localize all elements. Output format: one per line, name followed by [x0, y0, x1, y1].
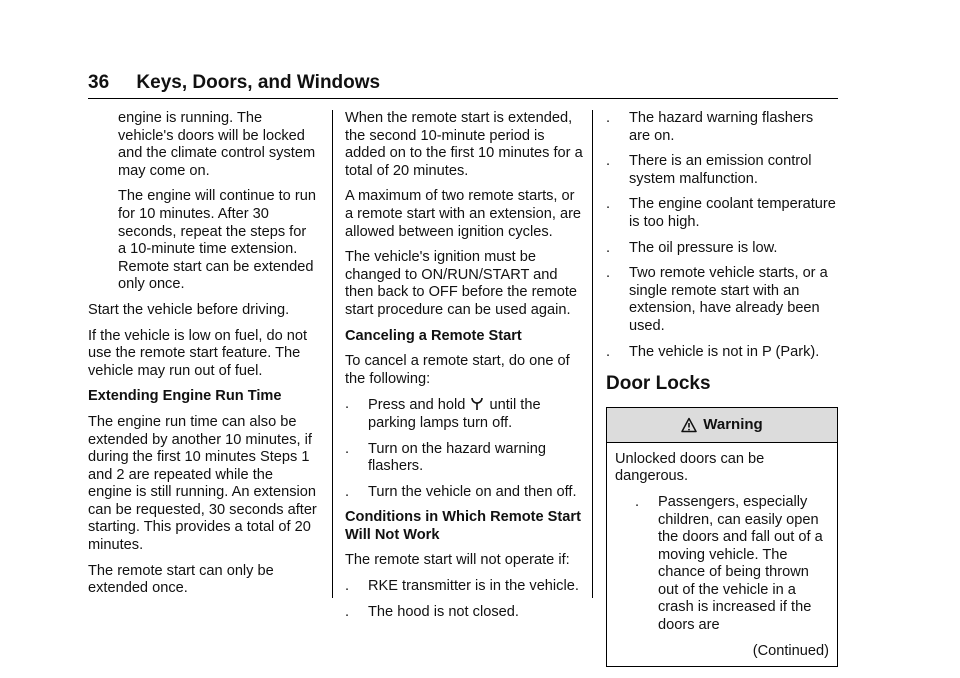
- column-3: [606, 110, 838, 667]
- subheading: Canceling a Remote Start: [345, 327, 522, 344]
- list-item: [345, 604, 583, 622]
- list-item-text: The vehicle is not in P (Park).: [629, 343, 820, 360]
- list-item: [345, 396, 583, 432]
- list-item: [345, 484, 583, 502]
- bullet: .: [635, 493, 640, 510]
- column-1: [88, 110, 318, 606]
- list-item-text: Turn on the hazard warning flashers.: [368, 440, 546, 475]
- paragraph: The remote start will not operate if:: [345, 552, 570, 569]
- paragraph: When the remote start is extended, the second 10-minute period is added on to the first 10 minutes for a total of 20 minutes.: [345, 110, 583, 179]
- warning-header: [607, 408, 837, 443]
- bullet: .: [345, 396, 350, 413]
- list-item: [606, 196, 838, 231]
- page-number: 36: [88, 72, 110, 93]
- paragraph: Start the vehicle before driving.: [88, 301, 290, 318]
- list-item-text: There is an emission control system malfunction.: [629, 153, 812, 187]
- section-title: Door Locks: [606, 373, 711, 395]
- bullet: .: [606, 343, 611, 360]
- paragraph: To cancel a remote start, do one of the following:: [345, 353, 570, 387]
- warning-title: Warning: [703, 415, 763, 433]
- continued-label: (Continued): [752, 642, 829, 659]
- list-item-text: until the parking lamps turn off.: [368, 397, 541, 431]
- list-item: [345, 578, 583, 596]
- list-item-text: RKE transmitter is in the vehicle.: [368, 578, 579, 595]
- list-item: [615, 494, 829, 635]
- list-item-text: Passengers, especially children, can easily open the doors and fall out of a moving vehicle. The chance of being thrown out of the vehicle in a crash is increased if the doors are: [658, 493, 823, 634]
- list-item: [606, 153, 838, 188]
- subheading: Conditions in Which Remote Start Will Not Work: [345, 509, 581, 543]
- column-divider: [592, 110, 593, 598]
- subheading: Extending Engine Run Time: [88, 388, 282, 405]
- remote-start-icon: [471, 396, 483, 410]
- list-item-text: The hood is not closed.: [368, 603, 519, 620]
- list-item-text: Press and hold: [368, 397, 466, 414]
- bullet: .: [606, 110, 611, 126]
- bullet: .: [606, 265, 611, 282]
- column-divider: [332, 110, 333, 598]
- bullet: .: [345, 483, 350, 500]
- list-item: [345, 441, 583, 476]
- paragraph: A maximum of two remote starts, or a remote start with an extension, are allowed between ignition cycles.: [345, 188, 582, 240]
- list-item: [606, 240, 838, 258]
- header-rule: [88, 98, 838, 99]
- list-item: [606, 265, 838, 335]
- page-header: [88, 72, 380, 94]
- warning-box: [606, 407, 838, 668]
- list-item: [606, 344, 838, 362]
- list-item-text: The oil pressure is low.: [629, 239, 778, 256]
- list-item-text: The engine coolant temperature is too high.: [629, 196, 836, 230]
- bullet: .: [606, 239, 611, 256]
- bullet: .: [345, 578, 350, 595]
- paragraph: The engine will continue to run for 10 minutes. After 30 seconds, repeat the steps for a 10-minute time extension. Remote start can be extended only once.: [118, 188, 316, 293]
- bullet: .: [606, 196, 611, 213]
- list-item-text: Turn the vehicle on and then off.: [368, 483, 577, 500]
- warning-triangle-icon: [681, 417, 697, 433]
- paragraph: Unlocked doors can be dangerous.: [615, 450, 765, 485]
- paragraph: The remote start can only be extended once.: [88, 562, 274, 597]
- bullet: .: [345, 440, 350, 457]
- warning-body: [607, 443, 837, 667]
- list-item-text: Two remote vehicle starts, or a single remote start with an extension, have already been used.: [629, 265, 828, 334]
- paragraph: The engine run time can also be extended by another 10 minutes, if during the first 10 minutes Steps 1 and 2 are repeated while the engine is still running. An extension can be requested, 30 seconds after starting. This provides a total of 20 minutes.: [88, 413, 317, 554]
- bullet: .: [345, 603, 350, 620]
- paragraph: The vehicle's ignition must be changed to ON/RUN/START and then back to OFF before the remote start procedure can be used again.: [345, 249, 577, 318]
- paragraph: If the vehicle is low on fuel, do not use the remote start feature. The vehicle may run out of fuel.: [88, 327, 308, 379]
- list-item-text: The hazard warning flashers are on.: [629, 110, 814, 144]
- chapter-title: Keys, Doors, and Windows: [136, 72, 381, 93]
- list-item: [606, 110, 838, 145]
- bullet: .: [606, 153, 611, 170]
- column-2: [345, 110, 583, 629]
- paragraph: engine is running. The vehicle's doors will be locked and the climate control system may come on.: [118, 110, 316, 179]
